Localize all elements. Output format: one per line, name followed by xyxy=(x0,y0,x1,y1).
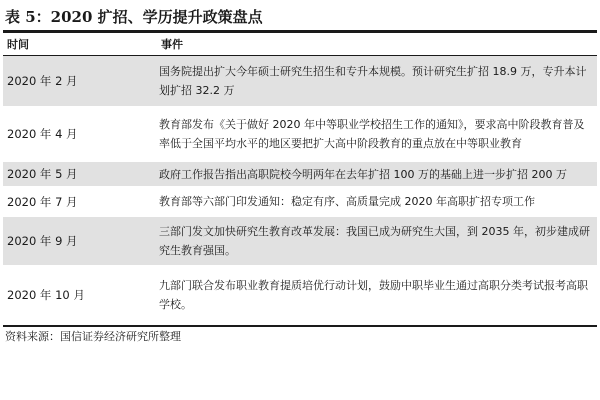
row-time: 2020 年 5 月 xyxy=(7,167,78,181)
source-note: 资料来源：国信证券经济研究所整理 xyxy=(5,330,181,343)
row-time: 2020 年 2 月 xyxy=(7,74,78,88)
row-event: 国务院提出扩大今年硕士研究生招生和专升本规模。预计研究生扩招 18.9 万，专升本计划扩招 32.2 万 xyxy=(159,65,587,97)
policy-table-figure xyxy=(3,4,597,347)
header-event: 事件 xyxy=(161,38,183,51)
row-event: 政府工作报告指出高职院校今明两年在去年扩招 100 万的基础上进一步扩招 200 万 xyxy=(159,167,567,181)
table-row xyxy=(3,162,597,187)
row-event: 九部门联合发布职业教育提质培优行动计划，鼓励中职毕业生通过高职分类考试报考高职学校。 xyxy=(159,279,588,311)
table-row xyxy=(3,56,597,107)
row-time: 2020 年 10 月 xyxy=(7,288,85,302)
table-row xyxy=(3,217,597,266)
row-event: 三部门发文加快研究生教育改革发展：我国已成为研究生大国，到 2035 年，初步建成研究生教育强国。 xyxy=(159,225,590,257)
table-row xyxy=(3,107,597,162)
row-event: 教育部发布《关于做好 2020 年中等职业学校招生工作的通知》，要求高中阶段教育普及率低于全国平均水平的地区要把扩大高中阶段教育的重点放在中等职业教育 xyxy=(159,118,585,150)
row-event: 教育部等六部门印发通知：稳定有序、高质量完成 2020 年高职扩招专项工作 xyxy=(159,195,535,208)
table-title: 表 5：2020 扩招、学历提升政策盘点 xyxy=(5,8,263,26)
row-time: 2020 年 7 月 xyxy=(7,194,78,209)
table-row xyxy=(3,266,597,325)
row-time: 2020 年 4 月 xyxy=(7,127,78,141)
header-time: 时间 xyxy=(7,38,29,51)
table-row xyxy=(3,187,597,217)
table-header xyxy=(3,33,597,56)
row-time: 2020 年 9 月 xyxy=(7,234,78,248)
